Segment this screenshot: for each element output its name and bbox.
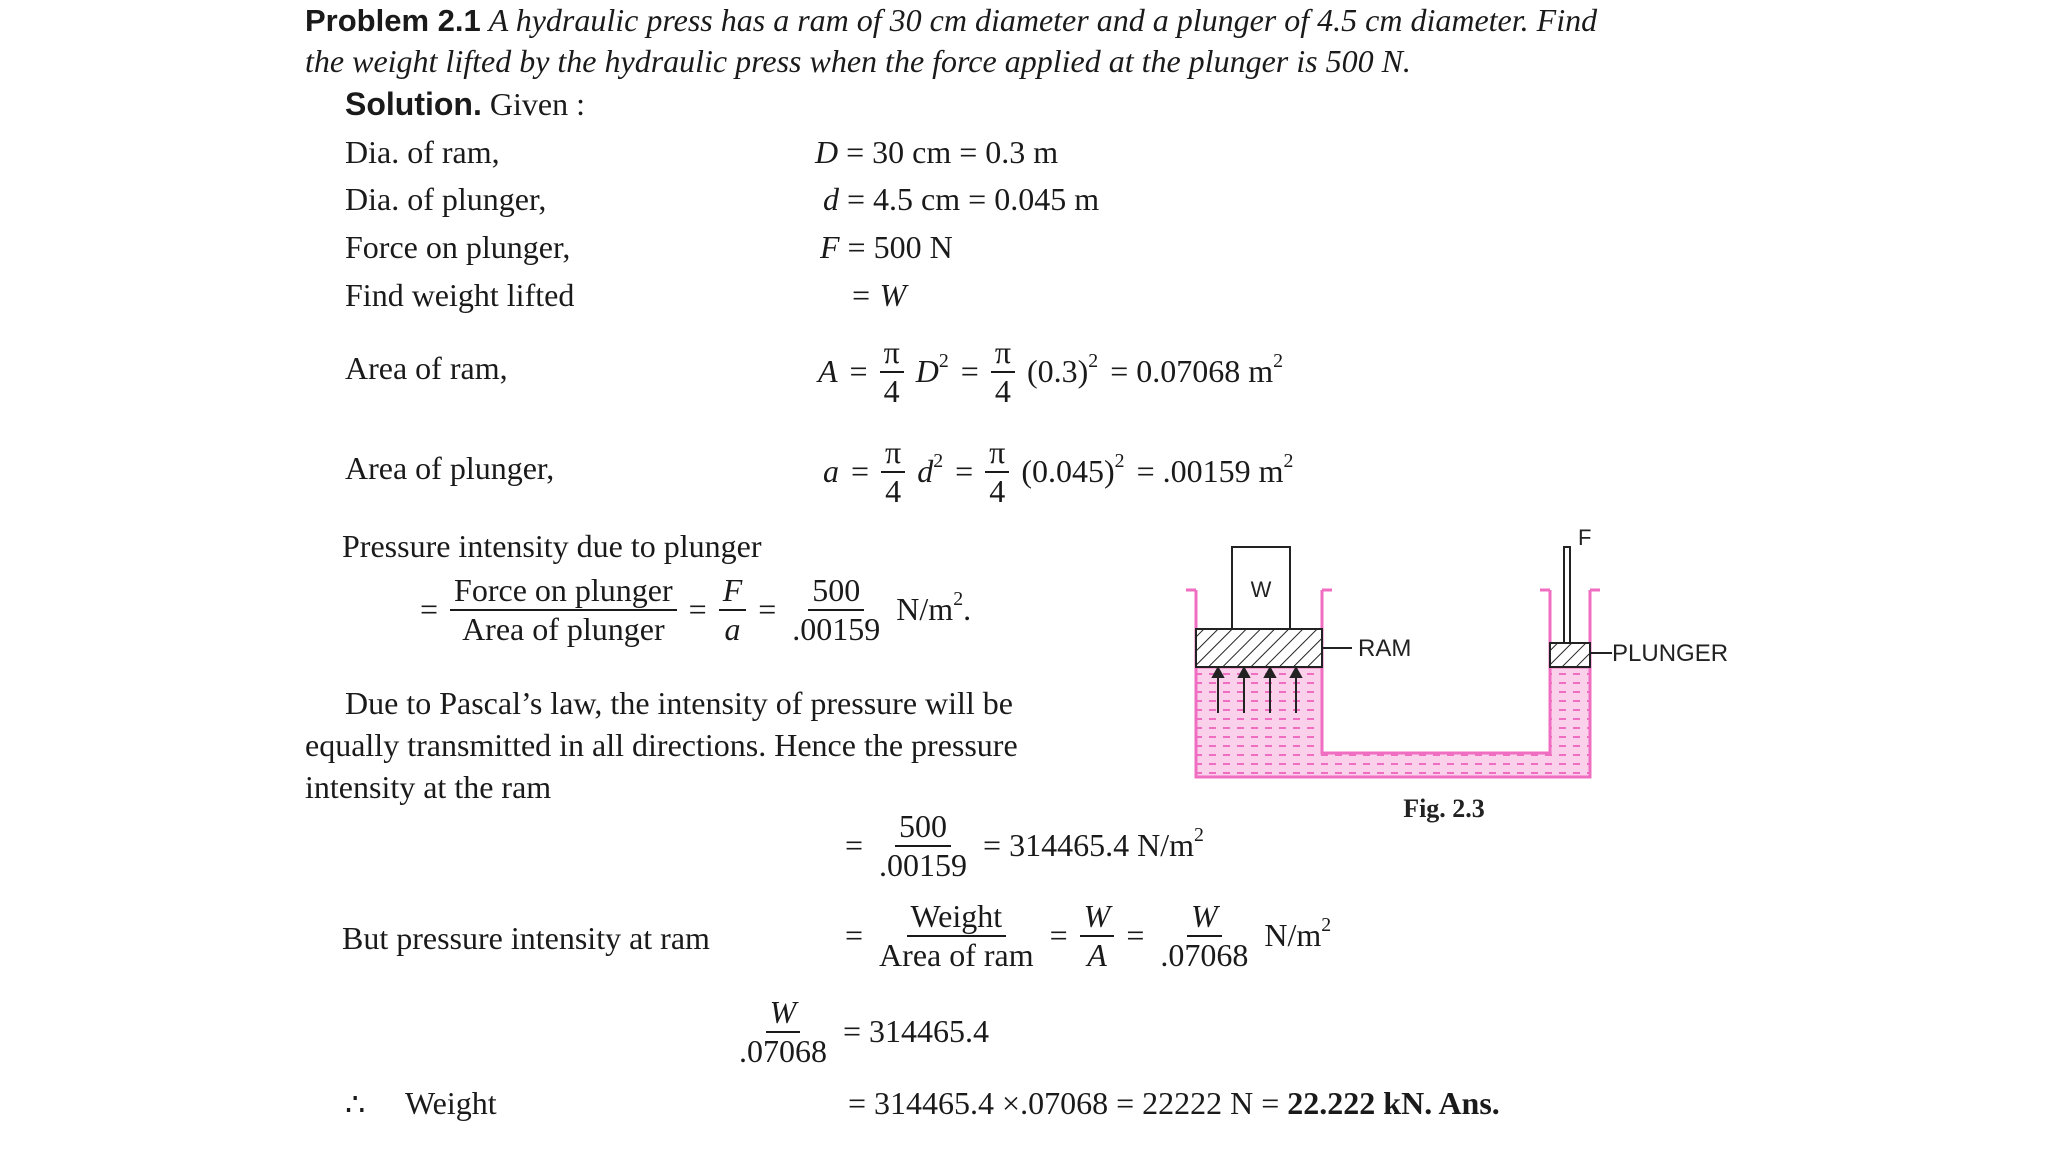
given-label: Given : xyxy=(489,86,585,122)
problem-label: Problem 2.1 xyxy=(305,3,481,38)
area-plunger-eq: = xyxy=(851,453,870,490)
area-plunger-result: = .00159 $m^2$ xyxy=(1136,450,1294,490)
area-plunger-arg: $(0.045)^2$ xyxy=(1021,450,1125,490)
area-plunger-equation xyxy=(823,434,1293,510)
weight-over-area-fraction xyxy=(875,898,1038,974)
ram-piston xyxy=(1196,629,1322,667)
weight-label: W xyxy=(1250,577,1272,602)
fraction-numerator: π xyxy=(881,434,905,473)
given-label-ram: Dia. of ram, xyxy=(345,134,500,170)
fraction-denominator: 4 xyxy=(885,472,902,509)
fraction-denominator: A xyxy=(1087,936,1107,973)
pressure-plunger-unit: $N/m^2$. xyxy=(896,588,972,628)
ram-intensity-equation xyxy=(845,898,1331,974)
fraction-denominator: .00159 xyxy=(879,846,968,883)
area-ram-arg: $(0.3)^2$ xyxy=(1026,350,1099,390)
solution-label: Solution. xyxy=(345,86,482,122)
equals-sign: = xyxy=(420,591,439,628)
given-expr-force: = 500 N xyxy=(847,229,953,265)
pressure-ram-fraction xyxy=(875,808,971,884)
area-ram-eq-2: = xyxy=(960,353,979,390)
w-equation-result: = 314465.4 xyxy=(843,1013,990,1050)
ram-label: RAM xyxy=(1358,635,1412,662)
given-symbol-plunger: d xyxy=(823,181,839,217)
final-answer: 22.222 kN. Ans. xyxy=(1287,1085,1500,1121)
given-symbol-ram: D xyxy=(815,134,839,170)
area-ram-eq: = xyxy=(849,353,868,390)
fraction-numerator: π xyxy=(880,334,904,373)
plunger-rod xyxy=(1564,547,1570,643)
equals-sign: = xyxy=(845,917,864,954)
area-ram-lhs: A xyxy=(818,353,838,390)
fraction-numerator: W xyxy=(1187,898,1222,937)
final-answer-line xyxy=(848,1085,1500,1122)
fraction-numerator: Force on plunger xyxy=(450,572,677,611)
pascal-line-2: equally transmitted in all directions. Hence the pressure xyxy=(305,727,1018,763)
final-weight-label: Weight xyxy=(405,1085,497,1121)
hydraulic-press-diagram xyxy=(1180,525,1760,825)
w-over-numeric-fraction xyxy=(1156,898,1252,974)
fraction-denominator: Area of plunger xyxy=(462,610,665,647)
figure-caption: Fig. 2.3 xyxy=(1403,794,1485,823)
w-equation xyxy=(735,994,989,1070)
fraction-numerator: W xyxy=(1080,898,1115,937)
w-over-a-fraction xyxy=(1080,898,1115,974)
equals-sign: = xyxy=(845,827,864,864)
given-label-plunger: Dia. of plunger, xyxy=(345,181,547,217)
equals-sign: = xyxy=(1049,917,1068,954)
pascal-line-3: intensity at the ram xyxy=(305,769,552,805)
area-plunger-var: $d^2$ xyxy=(917,450,944,490)
fraction-numerator: W xyxy=(766,994,801,1033)
plunger-label: PLUNGER xyxy=(1612,640,1729,667)
pressure-ram-equation xyxy=(845,808,1204,884)
given-expr-plunger: = 4.5 cm = 0.045 m xyxy=(847,181,1100,217)
therefore-symbol: ∴ xyxy=(345,1086,366,1122)
equals-sign: = xyxy=(1126,917,1145,954)
fraction-denominator: 4 xyxy=(989,472,1006,509)
problem-line-2: the weight lifted by the hydraulic press when the force applied at the plunger is 500 N. xyxy=(305,43,1411,79)
fraction-denominator: .07068 xyxy=(1160,936,1249,973)
given-value-plunger xyxy=(823,181,1099,218)
plunger-piston xyxy=(1550,643,1590,667)
given-expr-ram: = 30 cm = 0.3 m xyxy=(846,134,1059,170)
given-label-weight: Find weight lifted xyxy=(345,277,575,313)
pressure-plunger-heading: Pressure intensity due to plunger xyxy=(342,528,762,564)
solution-header xyxy=(345,86,585,123)
ram-intensity-label: But pressure intensity at ram xyxy=(342,920,710,956)
pascal-line-1: Due to Pascal’s law, the intensity of pressure will be xyxy=(345,685,1013,721)
pressure-ram-result: = 314465.4 $N/m^2$ xyxy=(983,824,1204,864)
fraction-numerator: 500 xyxy=(895,808,951,847)
equals-sign: = xyxy=(758,591,777,628)
pi-over-4-fraction-3 xyxy=(881,434,905,510)
w-equation-fraction xyxy=(735,994,831,1070)
fraction-numerator: Weight xyxy=(907,898,1007,937)
fraction-denominator: 4 xyxy=(883,372,900,409)
final-value: = 314465.4 ×.07068 = 22222 N = xyxy=(848,1085,1288,1121)
area-ram-var: $D^2$ xyxy=(915,350,949,390)
fraction-numerator: 500 xyxy=(808,572,864,611)
force-label: F xyxy=(1578,525,1592,550)
area-ram-label: Area of ram, xyxy=(345,350,508,386)
given-value-weight: = W xyxy=(850,277,907,313)
numeric-fraction xyxy=(788,572,884,648)
fraction-denominator: .00159 xyxy=(792,610,881,647)
fraction-numerator: π xyxy=(991,334,1015,373)
given-value-force xyxy=(820,229,953,266)
area-plunger-eq-2: = xyxy=(955,453,974,490)
hydraulic-press-figure xyxy=(1180,525,1760,825)
area-plunger-lhs: a xyxy=(823,453,839,490)
pi-over-4-fraction-2 xyxy=(991,334,1015,410)
fluid-body xyxy=(1196,667,1590,777)
problem-line-1 xyxy=(305,2,1597,39)
area-ram-result: = 0.07068 $m^2$ xyxy=(1110,350,1284,390)
given-label-force: Force on plunger, xyxy=(345,229,571,265)
fraction-numerator: π xyxy=(985,434,1009,473)
f-over-a-fraction xyxy=(719,572,747,648)
problem-text-1: A hydraulic press has a ram of 30 cm diameter and a plunger of 4.5 cm diameter. Find xyxy=(488,2,1598,38)
equals-sign: = xyxy=(688,591,707,628)
fraction-denominator: .07068 xyxy=(739,1032,827,1069)
fraction-denominator: a xyxy=(724,610,741,647)
given-value-ram xyxy=(815,134,1058,171)
area-plunger-label: Area of plunger, xyxy=(345,450,555,486)
fraction-denominator: Area of ram xyxy=(879,936,1034,973)
pi-over-4-fraction xyxy=(880,334,904,410)
fraction-numerator: F xyxy=(719,572,747,611)
fraction-denominator: 4 xyxy=(994,372,1011,409)
pressure-plunger-equation xyxy=(420,572,971,648)
ram-intensity-unit: $N/m^2$ xyxy=(1264,914,1332,954)
pi-over-4-fraction-4 xyxy=(985,434,1009,510)
area-ram-equation xyxy=(818,334,1283,410)
given-symbol-force: F xyxy=(820,229,840,265)
force-over-area-fraction xyxy=(450,572,677,648)
